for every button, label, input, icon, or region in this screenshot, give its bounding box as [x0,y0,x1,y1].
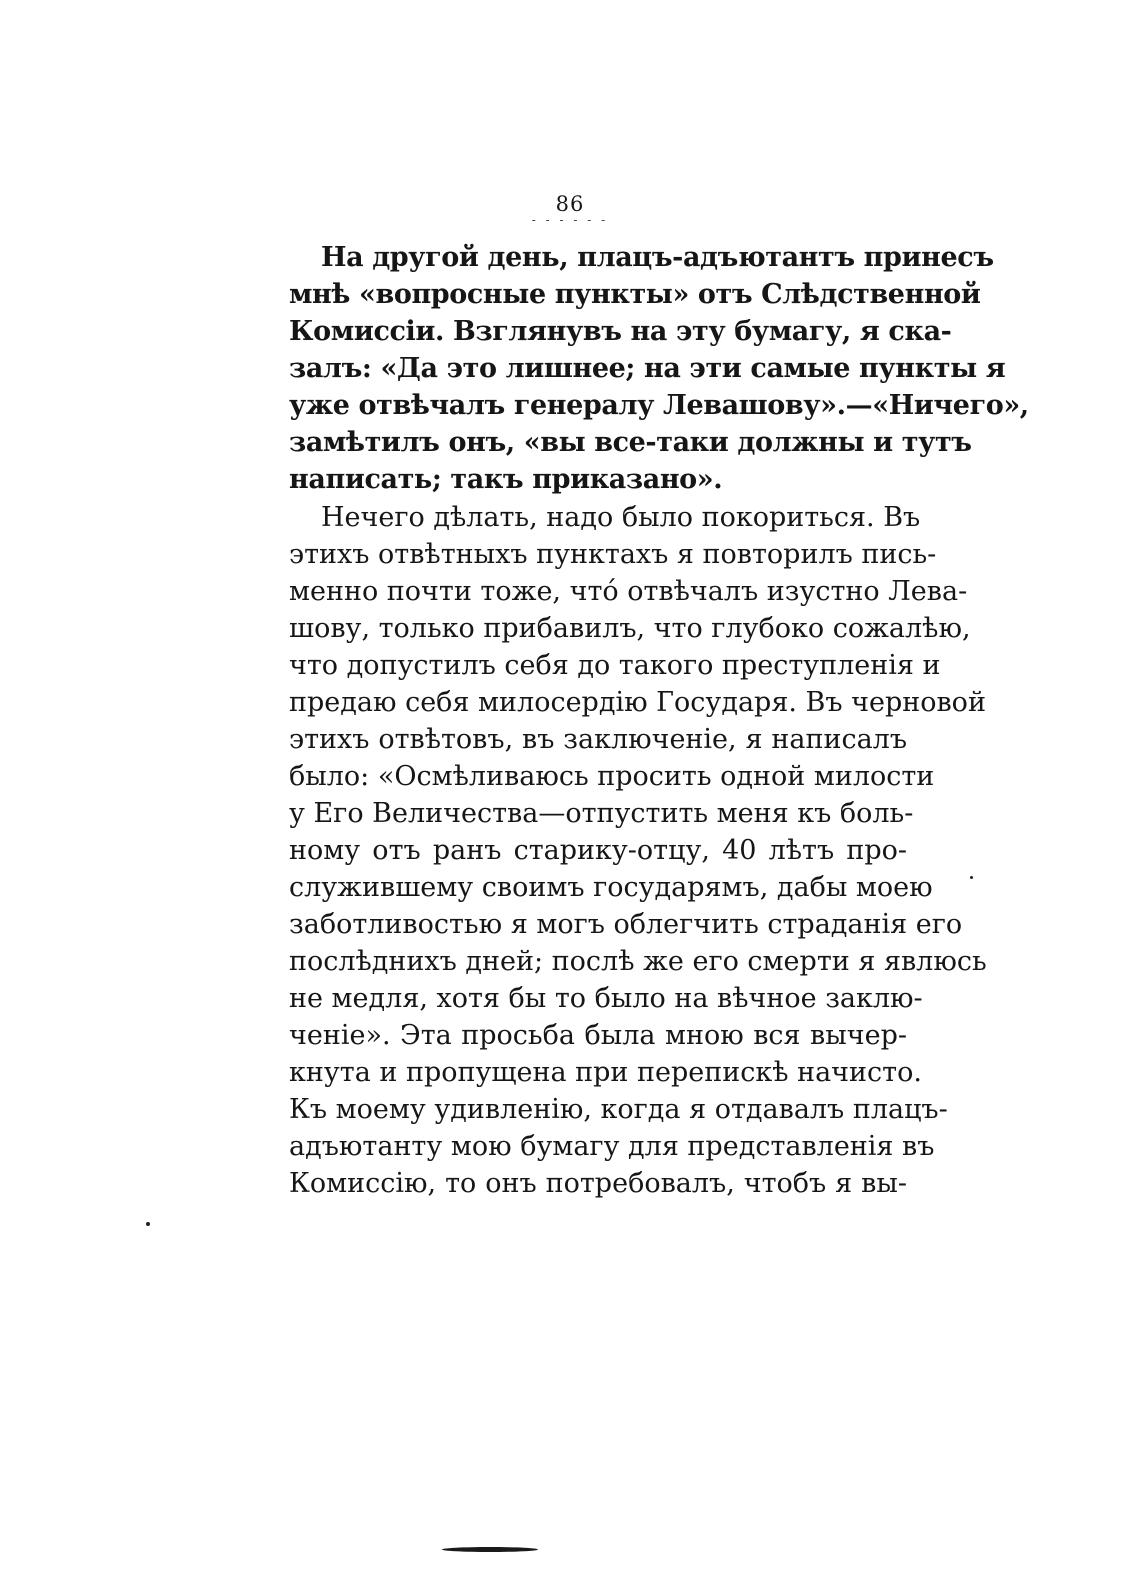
bottom-rule [442,1547,538,1552]
text-line: мнѣ «вопросные пункты» отъ Слѣдственной [289,279,981,310]
text-line: Къ моему удивленію, когда я отдавалъ плацъ- [289,1094,948,1125]
text-line: Комиссію, то онъ потребовалъ, чтобъ я вы- [289,1168,907,1199]
text-line: что допустилъ себя до такого преступленія и [289,650,941,681]
text-line: На другой день, плацъ-адъютантъ принесъ [321,242,994,273]
text-line: этихъ отвѣтовъ, въ заключеніе, я написалъ [289,724,907,755]
text-line: служившему своимъ государямъ, дабы моею [289,872,933,903]
text-line: предаю себя милосердію Государя. Въ черновой [289,687,986,718]
text-line: у Его Величества—отпустить меня къ боль- [289,798,914,829]
text-line: Нечего дѣлать, надо было покориться. Въ [321,502,921,533]
text-line: ченіе». Эта просьба была мною вся вычер- [289,1020,907,1051]
text-line: кнута и пропущена при перепискѣ начисто. [289,1057,922,1088]
text-line: залъ: «Да это лишнее; на эти самые пункты я [289,353,1006,384]
text-line: Комиссіи. Взглянувъ на эту бумагу, я ска- [289,316,952,347]
scan-speck [146,1222,150,1226]
text-line: ному отъ ранъ старику-отцу, 40 лѣтъ про- [289,835,907,866]
page-number [0,192,1140,227]
text-line: написать; такъ приказано». [289,464,723,495]
text-line: уже отвѣчалъ генералу Левашову».—«Ничего», [289,390,1029,421]
text-line: этихъ отвѣтныхъ пунктахъ я повторилъ пись- [289,539,937,570]
text-line: заботливостью я могъ облегчить страданія его [289,909,963,940]
page-number-text: 86 [555,192,585,216]
scan-speck [970,876,973,879]
page-number-ornament: - - - - - - [531,213,609,227]
text-line: было: «Осмѣливаюсь просить одной милости [289,761,935,792]
text-line: шову, только прибавилъ, что глубоко сожалѣю, [289,613,971,644]
text-line: адъютанту мою бумагу для представленія въ [289,1131,935,1162]
text-line: не медля, хотя бы то было на вѣчное заклю- [289,983,923,1014]
text-line: замѣтилъ онъ, «вы все-таки должны и тутъ [289,427,972,458]
text-line: менно почти тоже, чтó отвѣчалъ изустно Лева- [289,576,968,607]
text-line: послѣднихъ дней; послѣ же его смерти я явлюсь [289,946,987,977]
